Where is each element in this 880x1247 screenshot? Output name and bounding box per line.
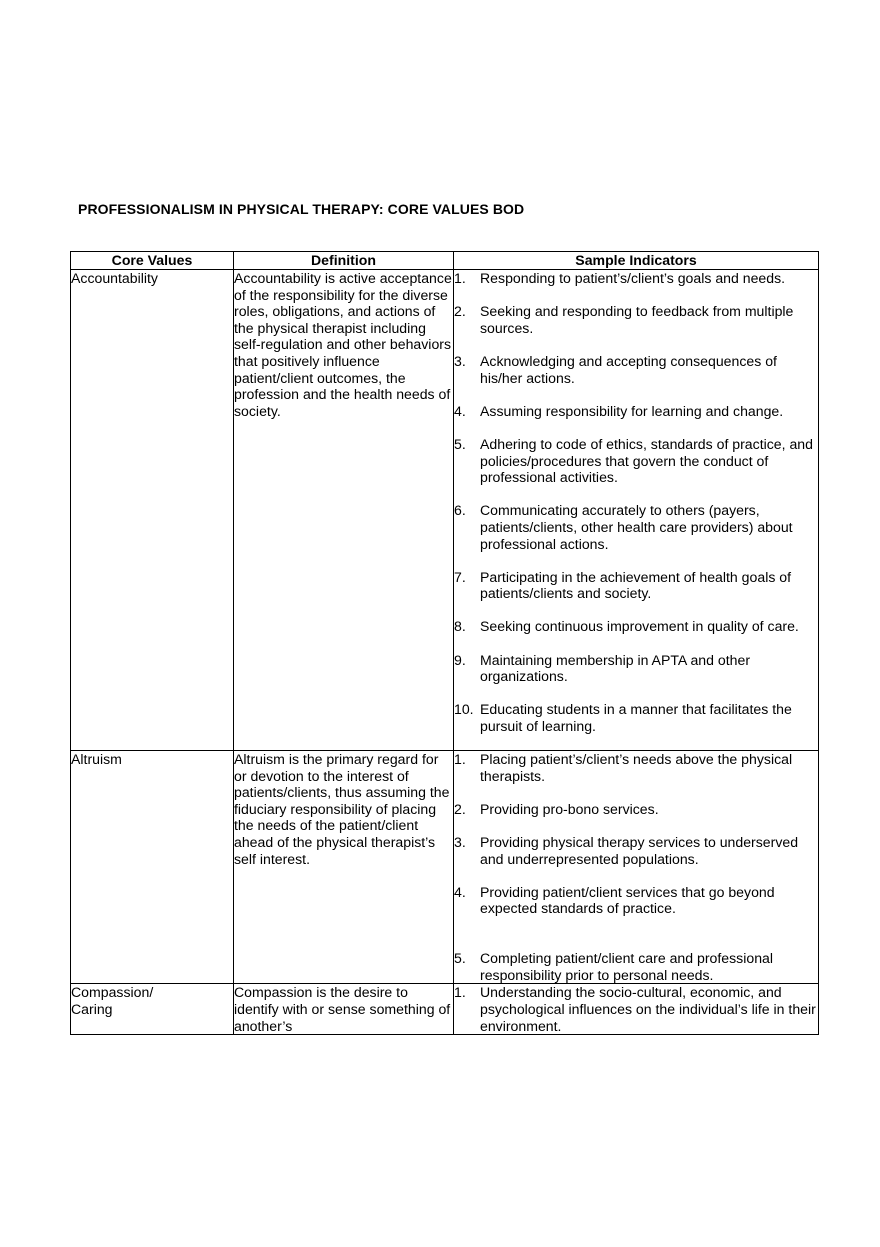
indicator-number: 5. xyxy=(454,435,466,452)
indicator-item xyxy=(454,569,818,602)
indicator-number: 3. xyxy=(454,833,466,850)
indicator-list xyxy=(454,751,818,983)
indicator-text: Participating in the achievement of health goals of patients/clients and society. xyxy=(480,568,792,602)
indicator-item xyxy=(454,701,818,734)
indicator-number: 8. xyxy=(454,618,466,635)
indicator-item xyxy=(454,502,818,552)
indicator-item xyxy=(454,618,818,635)
header-definition: Definition xyxy=(234,252,454,270)
indicator-text: Placing patient’s/client’s needs above the physical therapists. xyxy=(480,751,793,784)
indicator-number: 2. xyxy=(454,800,466,817)
indicator-item xyxy=(454,751,818,784)
indicator-text: Providing patient/client services that go beyond expected standards of practice. xyxy=(480,883,775,917)
indicator-number: 4. xyxy=(454,883,466,900)
definition-cell: Accountability is active acceptance of the responsibility for the diverse roles, obligations, and actions of the physical therapist including self-regulation and other behaviors that positively influence patient/client outcomes, the profession and the health needs of society. xyxy=(234,270,454,751)
indicator-number: 6. xyxy=(454,502,466,519)
indicator-item xyxy=(454,834,818,867)
indicator-list xyxy=(454,270,818,735)
indicator-text: Seeking continuous improvement in quality of care. xyxy=(480,618,799,635)
table-row-compassion-caring xyxy=(71,984,819,1035)
indicator-item xyxy=(454,884,818,917)
indicator-number: 1. xyxy=(454,270,466,286)
indicator-text: Completing patient/client care and professional responsibility prior to personal needs. xyxy=(480,950,774,983)
indicator-text: Educating students in a manner that facilitates the pursuit of learning. xyxy=(480,701,792,735)
indicator-item xyxy=(454,436,818,486)
indicator-item xyxy=(454,652,818,685)
indicator-text: Assuming responsibility for learning and change. xyxy=(480,402,784,419)
core-value-cell: Altruism xyxy=(71,751,234,984)
indicator-text: Maintaining membership in APTA and other organizations. xyxy=(480,651,751,685)
definition-cell: Compassion is the desire to identify with or sense something of another’s xyxy=(234,984,454,1035)
indicator-number: 9. xyxy=(454,651,466,668)
header-sample-indicators: Sample Indicators xyxy=(454,252,819,270)
indicator-number: 7. xyxy=(454,568,466,585)
document-title: PROFESSIONALISM IN PHYSICAL THERAPY: CORE VALUES BOD xyxy=(78,201,525,217)
indicator-item xyxy=(454,353,818,386)
indicator-text: Responding to patient’s/client’s goals and needs. xyxy=(480,270,786,286)
indicator-text: Understanding the socio-cultural, economic, and psychological influences on the individual’s life in their environment. xyxy=(480,984,816,1034)
definition-cell: Altruism is the primary regard for or devotion to the interest of patients/clients, thus assuming the fiduciary responsibility of placing the needs of the patient/client ahead of the physical therapist’s self interest. xyxy=(234,751,454,984)
indicator-item xyxy=(454,403,818,420)
indicator-number: 1. xyxy=(454,984,466,1001)
indicator-text: Providing physical therapy services to underserved and underrepresented populations. xyxy=(480,833,799,867)
indicator-item xyxy=(454,984,818,1034)
indicator-number: 2. xyxy=(454,303,466,320)
indicator-number: 10. xyxy=(454,701,474,718)
header-core-values: Core Values xyxy=(71,252,234,270)
indicator-number: 3. xyxy=(454,352,466,369)
table-header-row xyxy=(71,252,819,270)
indicator-list xyxy=(454,984,818,1034)
table-row-altruism xyxy=(71,751,819,984)
core-value-cell xyxy=(71,984,234,1035)
indicators-cell xyxy=(454,751,819,984)
core-values-table xyxy=(70,251,819,1035)
indicator-item xyxy=(454,303,818,336)
indicator-text: Acknowledging and accepting consequences of his/her actions. xyxy=(480,352,777,386)
core-value-line: Compassion/ xyxy=(71,984,154,1001)
indicators-cell xyxy=(454,984,819,1035)
indicator-number: 4. xyxy=(454,402,466,419)
indicator-item xyxy=(454,270,818,287)
indicator-number: 1. xyxy=(454,751,466,767)
indicator-text: Communicating accurately to others (payers, patients/clients, other health care providers) about professional actions. xyxy=(480,502,793,552)
core-value-line: Caring xyxy=(71,1000,113,1017)
indicator-text: Providing pro-bono services. xyxy=(480,800,659,817)
indicator-text: Seeking and responding to feedback from multiple sources. xyxy=(480,303,794,336)
indicators-cell xyxy=(454,270,819,751)
indicator-item xyxy=(454,950,818,983)
indicator-number: 5. xyxy=(454,950,466,967)
table-row-accountability xyxy=(71,270,819,751)
indicator-text: Adhering to code of ethics, standards of practice, and policies/procedures that govern the conduct of professional activities. xyxy=(480,435,813,486)
core-value-cell: Accountability xyxy=(71,270,234,751)
indicator-item xyxy=(454,801,818,818)
